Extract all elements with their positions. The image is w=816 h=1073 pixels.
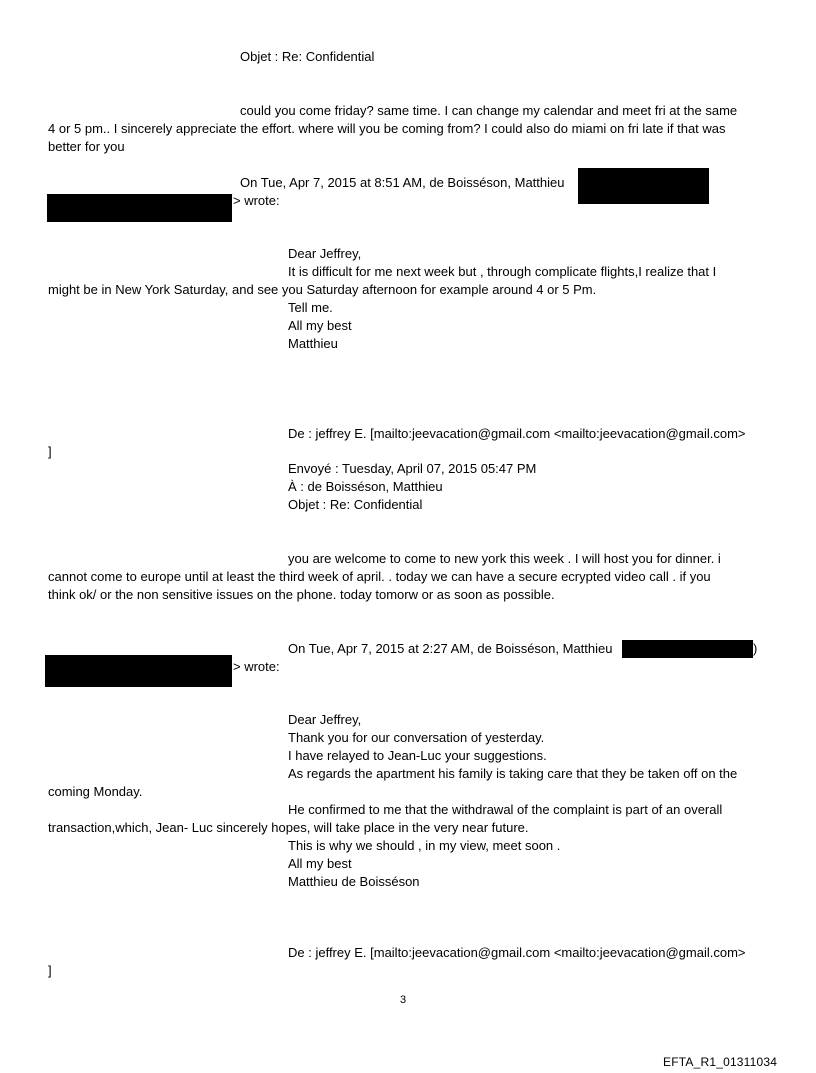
body-line: Thank you for our conversation of yesterday. [288, 730, 545, 745]
subject-line: Objet : Re: Confidential [240, 49, 375, 64]
body-line: I have relayed to Jean-Luc your suggestions. [288, 748, 547, 763]
mail-from: De : jeffrey E. [mailto:jeevacation@gmail.com <mailto:jeevacation@gmail.com> [288, 426, 746, 441]
mail-to: À : de Boisséson, Matthieu [288, 479, 443, 494]
greeting: Dear Jeffrey, [288, 246, 362, 261]
mail-sent: Envoyé : Tuesday, April 07, 2015 05:47 PM [288, 461, 537, 476]
body-line: transaction,which, Jean- Luc sincerely hopes, will take place in the very near future. [48, 820, 529, 835]
signature: Matthieu de Boisséson [288, 874, 420, 889]
page-number: 3 [400, 994, 407, 1006]
body-line: Tell me. [288, 300, 333, 315]
quote-header-wrote: > wrote: [233, 659, 280, 674]
body-line: might be in New York Saturday, and see you Saturday afternoon for example around 4 or 5 Pm. [48, 282, 597, 297]
closing: All my best [288, 856, 352, 871]
quote-header-paren: ) [753, 641, 758, 656]
greeting: Dear Jeffrey, [288, 712, 362, 727]
reply-text-line: 4 or 5 pm.. I sincerely appreciate the effort. where will you be coming from? I could also do miami on fri late if that was [48, 121, 726, 136]
body-line: you are welcome to come to new york this week . I will host you for dinner. i [288, 551, 721, 566]
reply-text-line: could you come friday? same time. I can change my calendar and meet fri at the same [240, 103, 738, 118]
closing: All my best [288, 318, 352, 333]
body-line: coming Monday. [48, 784, 143, 799]
redaction-box [578, 168, 709, 204]
body-line: think ok/ or the non sensitive issues on the phone. today tomorw or as soon as possible. [48, 587, 555, 602]
redaction-box [47, 194, 232, 222]
body-line: As regards the apartment his family is taking care that they be taken off on the [288, 766, 738, 781]
bates-number: EFTA_R1_01311034 [663, 1055, 778, 1069]
quote-header: On Tue, Apr 7, 2015 at 2:27 AM, de Boisséson, Matthieu [288, 641, 613, 656]
mail-from-bracket: ] [48, 444, 52, 459]
mail-from: De : jeffrey E. [mailto:jeevacation@gmail.com <mailto:jeevacation@gmail.com> [288, 945, 746, 960]
redaction-box [622, 640, 753, 658]
body-line: cannot come to europe until at least the third week of april. . today we can have a secure ecrypted video call . if you [48, 569, 711, 584]
body-line: This is why we should , in my view, meet soon . [288, 838, 561, 853]
body-line: It is difficult for me next week but , through complicate flights,I realize that I [288, 264, 717, 279]
body-line: He confirmed to me that the withdrawal of the complaint is part of an overall [288, 802, 723, 817]
redaction-box [45, 655, 232, 687]
quote-header: On Tue, Apr 7, 2015 at 8:51 AM, de Boisséson, Matthieu [240, 175, 565, 190]
mail-from-bracket: ] [48, 963, 52, 978]
signature: Matthieu [288, 336, 338, 351]
mail-subject: Objet : Re: Confidential [288, 497, 423, 512]
quote-header-wrote: > wrote: [233, 193, 280, 208]
reply-text-line: better for you [48, 139, 125, 154]
